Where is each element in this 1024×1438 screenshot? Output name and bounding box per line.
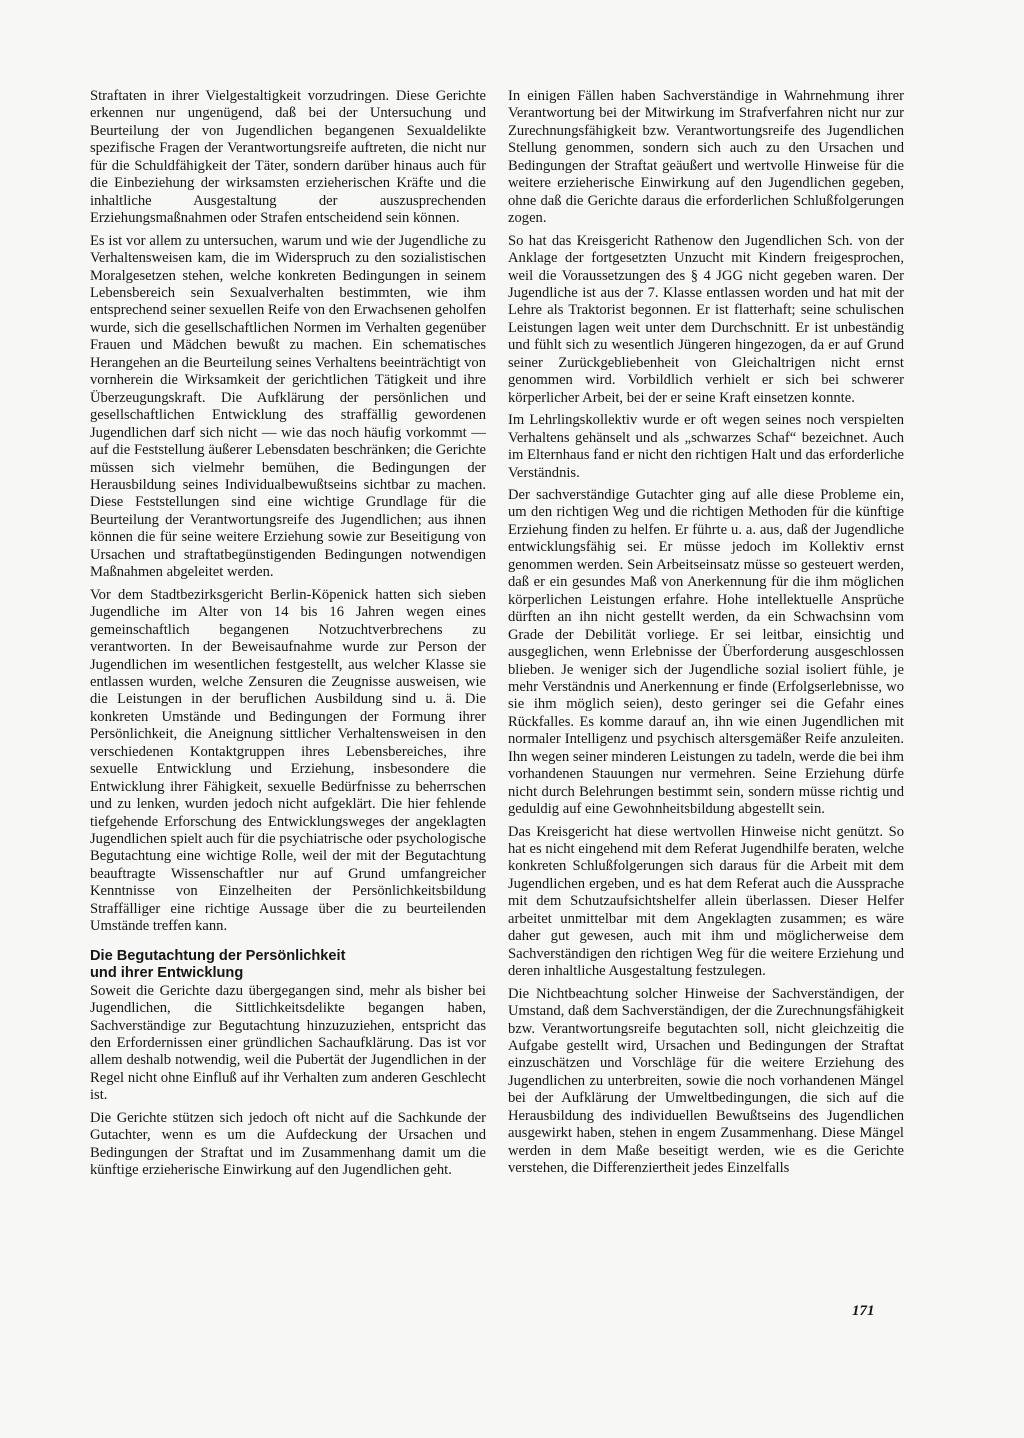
paragraph: Es ist vor allem zu untersuchen, warum und wie der Jugendliche zu Verhaltensweisen kam, die im Widerspruch zu den sozialistischen Moralgesetzen stehen, welche konkreten Bedingungen in seinem Lebensbereich sein Sexualverhalten bestimmten, wie ihm entsprechend seiner sexuellen Reife von den Erwachsenen geholfen wurde, sich die gesellschaftlichen Normen im Verhalten gegenüber Frauen und Mädchen bewußt zu machen. Ein schematisches Herangehen an die Beurteilung seines Verhaltens beeinträchtigt von vornherein die Wirksamkeit der gerichtlichen Tätigkeit und ihre Überzeugungskraft. Die Aufklärung der persönlichen und gesellschaftlichen Entwicklung des straffällig gewordenen Jugendlichen darf sich nicht — wie das noch häufig vorkommt — auf die Feststellung äußerer Lebensdaten beschränken; die Gerichte müssen sich vielmehr bemühen, die Bedingungen der Herausbildung seines Individualbewußtseins sichtbar zu machen. Diese Feststellungen sind eine wichtige Grundlage für die Beurteilung der Verantwortungsreife des Jugendlichen; aus ihnen können die für seine weitere Erziehung sowie zur Beseitigung von Ursachen und straftatbegünstigenden Bedingungen notwendigen Maßnahmen abgeleitet werden. bbox=[90, 232, 486, 581]
paragraph: Der sachverständige Gutachter ging auf alle diese Probleme ein, um den richtigen Weg und die richtigen Methoden für die künftige Erziehung finden zu helfen. Er führte u. a. aus, daß der Jugendliche entwicklungsfähig sei. Er müsse jedoch im Kollektiv ernst genommen werden. Sein Arbeitseinsatz müsse so gesteuert werden, daß er ein gesundes Maß von Anerkennung für die ihm möglichen körperlichen Leistungen erfahre. Hohe intellektuelle Ansprüche dürften an ihn nicht gestellt werden, da ein Schwachsinn vom Grade der Debilität vorliege. Er sei leitbar, einsichtig und ausgeglichen, wenn Erlebnisse der Überforderung ausgeschlossen blieben. Je weniger sich der Jugendliche sozial isoliert fühle, je mehr Verständnis und Anerkennung er finde (Erfolgserlebnisse, wo sie ihm möglich seien), desto geringer sei die Gefahr eines Rückfalles. Es komme darauf an, ihn wie einen Jugendlichen mit normaler Intelligenz und psychisch altersgemäßer Reife anzuleiten. Ihn wegen seiner minderen Leistungen zu tadeln, werde die bei ihm vorhandenen Stauungen nur vermehren. Seine Erziehung dürfe nicht durch Belehrungen bestimmt sein, sondern müsse richtig und geduldig auf eine Gewohnheitsbildung abgestellt sein. bbox=[508, 486, 904, 818]
paragraph: Im Lehrlingskollektiv wurde er oft wegen seines noch verspielten Verhaltens gehänselt und als „schwarzes Schaf“ bezeichnet. Auch im Elternhaus fand er nicht den richtigen Halt und das erforderliche Verständnis. bbox=[508, 412, 904, 481]
section-heading-line: und ihrer Entwicklung bbox=[90, 965, 244, 982]
section-heading-line: Die Begutachtung der Persönlichkeit bbox=[90, 947, 346, 964]
left-column bbox=[90, 88, 486, 1185]
paragraph: Die Gerichte stützen sich jedoch oft nicht auf die Sachkunde der Gutachter, wenn es um die Aufdeckung der Ursachen und Bedingungen der Straftat und im Zusammenhang damit um die künftige erzieherische Einwirkung auf den Jugendlichen geht. bbox=[90, 1109, 486, 1179]
right-column bbox=[508, 88, 904, 1183]
paragraph: Die Nichtbeachtung solcher Hinweise der Sachverständigen, der Umstand, daß dem Sachverständigen, der die Zurechnungsfähigkeit bzw. Verantwortungsreife begutachten soll, nicht gleichzeitig die Aufgabe gestellt wird, Ursachen und Bedingungen der Straftat einzuschätzen und Vorschläge für die weitere Erziehung des Jugendlichen zu unterbreiten, sowie die noch vorhandenen Mängel bei der Aufklärung der Umweltbedingungen, die sich auf die Herausbildung des individuellen Bewußtseins des Jugendlichen ausgewirkt haben, stehen in engem Zusammenhang. Diese Mängel werden in dem Maße beseitigt werden, wie es die Gerichte verstehen, die Differenziertheit jedes Einzelfalls bbox=[508, 985, 904, 1177]
paragraph: Straftaten in ihrer Vielgestaltigkeit vorzudringen. Diese Gerichte erkennen nur ungenügend, daß bei der Untersuchung und Beurteilung der von Jugendlichen begangenen Sexualdelikte spezifische Fragen der Verantwortungsreife auftreten, die nicht nur für die Schuldfähigkeit der Täter, sondern darüber hinaus auch für die Einbeziehung der wirksamsten erzieherischen Kräfte und die inhaltliche Ausgestaltung der auszusprechenden Erziehungsmaßnahmen oder Strafen entscheidend sein können. bbox=[90, 88, 486, 227]
page-number: 171 bbox=[852, 1303, 875, 1319]
paragraph: Das Kreisgericht hat diese wertvollen Hinweise nicht genützt. So hat es nicht eingehend mit dem Referat Jugendhilfe beraten, welche konkreten Schlußfolgerungen sich daraus für die Arbeit mit dem Jugendlichen ergeben, und es hat dem Referat auch die Aussprache mit dem Schutzaufsichtshelfer allein überlassen. Dieser Helfer arbeitet unmittelbar mit dem Angeklagten zusammen; es wäre daher gut gewesen, auch mit ihm und möglicherweise dem Sachverständigen den richtigen Weg für die weitere Erziehung und deren inhaltliche Ausgestaltung festzulegen. bbox=[508, 823, 904, 980]
paragraph: In einigen Fällen haben Sachverständige in Wahrnehmung ihrer Verantwortung bei der Mitwirkung im Strafverfahren nicht nur zur Zurechnungsfähigkeit bzw. Verantwortungsreife des Jugendlichen Stellung genommen, sondern sich auch zu den Ursachen und Bedingungen der Straftat geäußert und wertvolle Hinweise für die weitere erzieherische Einwirkung auf den Jugendlichen gegeben, ohne daß die Gerichte daraus die erforderlichen Schlußfolgerungen zogen. bbox=[508, 88, 904, 227]
paragraph: Vor dem Stadtbezirksgericht Berlin-Köpenick hatten sich sieben Jugendliche im Alter von 14 bis 16 Jahren wegen eines gemeinschaftlich begangenen Notzuchtverbrechens zu verantworten. In der Beweisaufnahme wurde zur Person der Jugendlichen im wesentlichen festgestellt, aus welcher Klasse sie entlassen wurden, welche Zensuren die Zeugnisse ausweisen, wie die Leistungen in der beruflichen Ausbildung sind u. ä. Die konkreten Umstände und Bedingungen der Formung ihrer Persönlichkeit, die Aneignung sittlicher Verhaltensweisen in den verschiedenen Kontaktgruppen ihres Lebensbereiches, ihre sexuelle Entwicklung und Erziehung, insbesondere die Entwicklung ihrer Fähigkeit, sexuelle Bedürfnisse zu beherrschen und zu lenken, wurden jedoch nicht aufgeklärt. Die hier fehlende tiefgehende Erforschung des Entwicklungsweges der angeklagten Jugendlichen spielt auch für die psychiatrische oder psychologische Begutachtung eine wichtige Rolle, weil der mit der Begutachtung beauftragte Wissenschaftler nur auf Grund umfangreicher Kenntnisse von Einzelheiten der Persönlichkeitsbildung Straffälliger eine richtige Aussage über die zu beurteilenden Umstände treffen kann. bbox=[90, 586, 486, 935]
paragraph: So hat das Kreisgericht Rathenow den Jugendlichen Sch. von der Anklage der fortgesetzten Unzucht mit Kindern freigesprochen, weil die Voraussetzungen des § 4 JGG nicht gegeben waren. Der Jugendliche ist aus der 7. Klasse entlassen worden und hat mit der Lehre als Traktorist begonnen. Er ist flatterhaft; seine schulischen Leistungen lagen weit unter dem Durchschnitt. Er ist unbeständig und fühlt sich zu wesentlich Jüngeren hingezogen, da er auf Grund seiner Zurückgebliebenheit von Gleichaltrigen nicht ernst genommen wird. Vorbildlich verhielt er sich bei schwerer körperlicher Arbeit, bei der er seine Kraft einsetzen konnte. bbox=[508, 232, 904, 406]
section-heading bbox=[90, 948, 486, 983]
paragraph: Soweit die Gerichte dazu übergegangen sind, mehr als bisher bei Jugendlichen, die Sittlichkeitsdelikte begangen haben, Sachverständige zur Begutachtung hinzuzuziehen, entspricht das den Erfordernissen einer gründlichen Sachaufklärung. Das ist vor allem deshalb notwendig, weil die Pubertät der Jugendlichen in der Regel nicht ohne Einfluß auf ihr Verhalten zum anderen Geschlecht ist. bbox=[90, 982, 486, 1104]
